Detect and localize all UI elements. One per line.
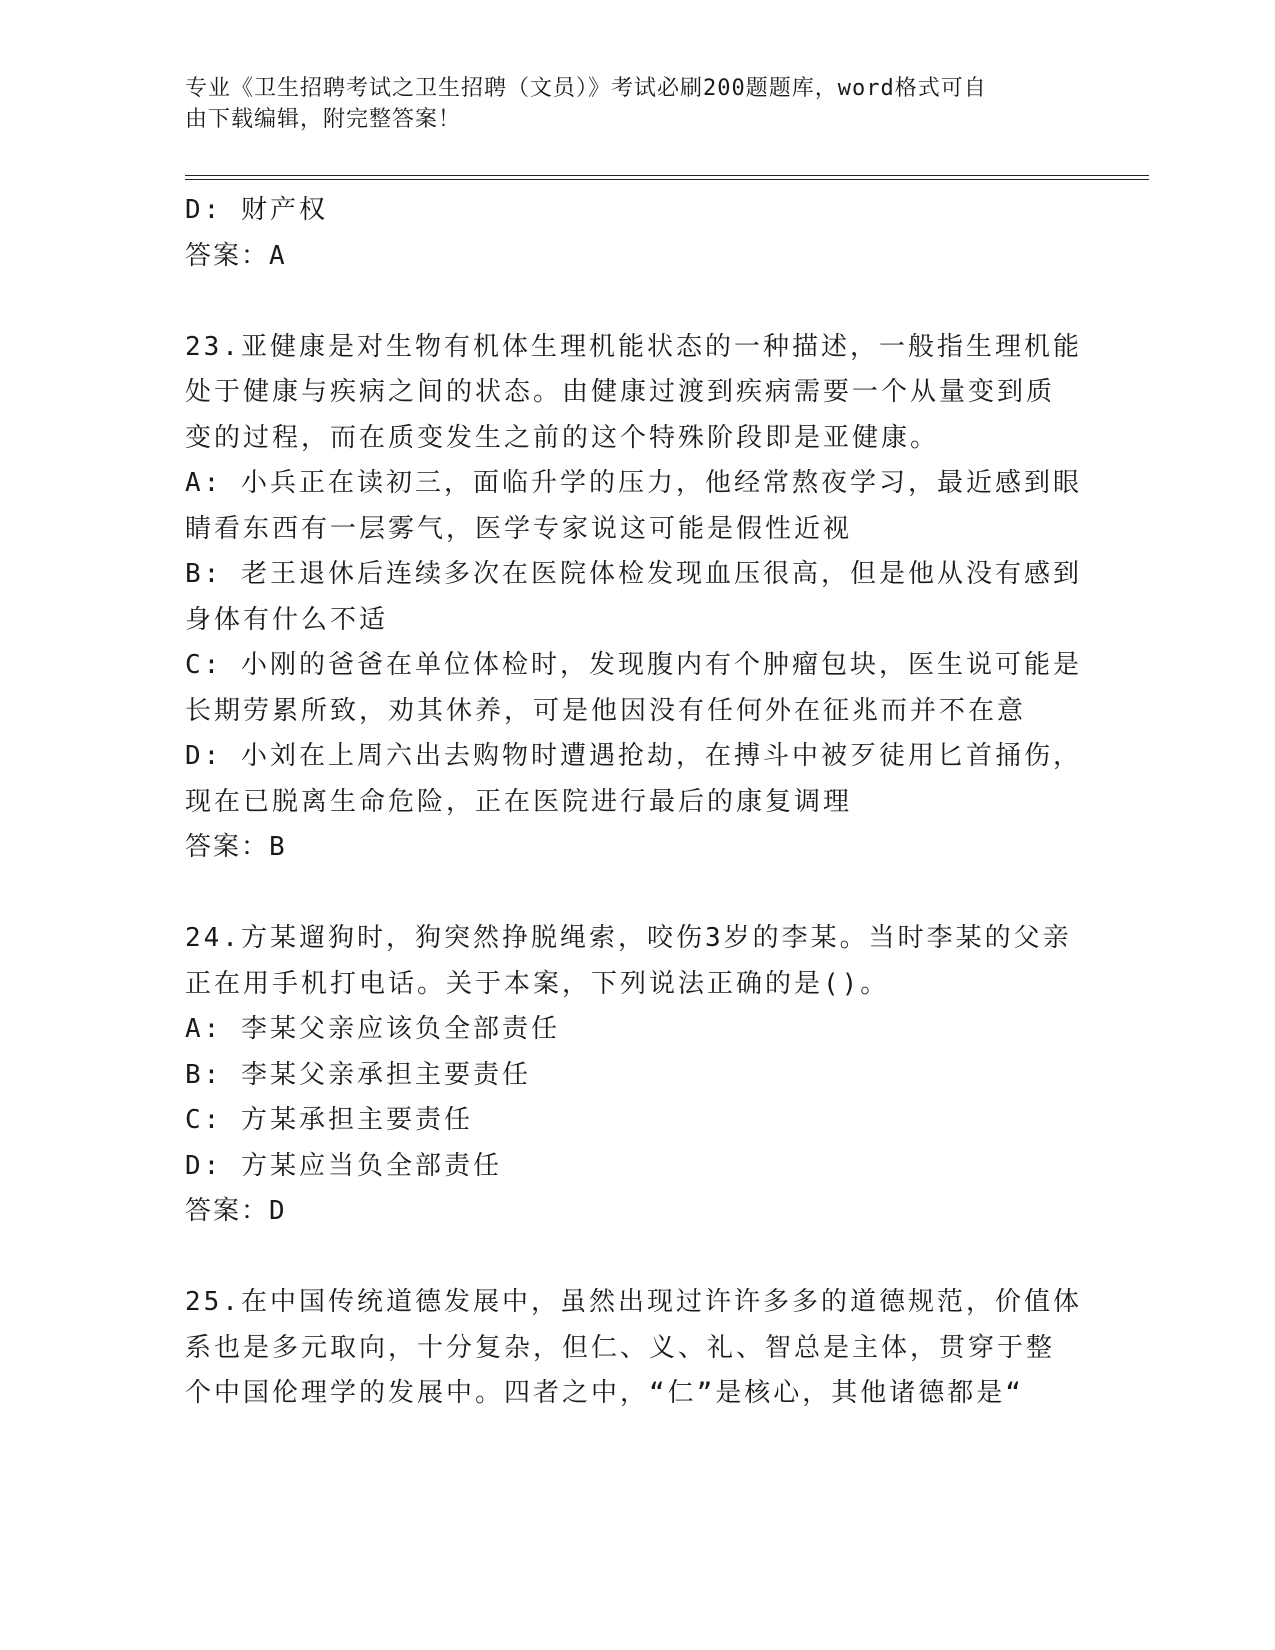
q24-option-c: C: 方某承担主要责任 (185, 1105, 473, 1135)
q23-option-c: C: 小刚的爸爸在单位体检时，发现腹内有个肿瘤包块，医生说可能是 (185, 650, 1082, 680)
q24-option-b: B: 李某父亲承担主要责任 (185, 1059, 531, 1090)
q25-stem-line: 25.在中国传统道德发展中，虽然出现过许许多多的道德规范，价值体 (185, 1287, 1082, 1317)
prev-option-d: D: 财产权 (185, 195, 328, 225)
header-line: 由下载编辑，附完整答案！ (185, 107, 462, 132)
q23-option-c: 长期劳累所致，劝其休养，可是他因没有任何外在征兆而并不在意 (185, 695, 1027, 726)
document-header (185, 73, 1065, 135)
q23-option-a: 睛看东西有一层雾气，医学专家说这可能是假性近视 (185, 513, 853, 544)
q23-answer: 答案：B (185, 832, 287, 862)
q23-option-b: 身体有什么不适 (185, 604, 389, 635)
question-23 (185, 325, 1085, 871)
q24-answer: 答案：D (185, 1196, 287, 1226)
header-line: 专业《卫生招聘考试之卫生招聘（文员）》考试必刷200题题库，word格式可自 (185, 76, 987, 101)
q25-stem-line: 个中国伦理学的发展中。四者之中，“仁”是核心，其他诸德都是“ (185, 1378, 1024, 1408)
q23-stem-line: 23.亚健康是对生物有机体生理机能状态的一种描述，一般指生理机能 (185, 331, 1082, 362)
question-25 (185, 1280, 1085, 1417)
question-24 (185, 916, 1085, 1235)
q25-stem-line: 系也是多元取向，十分复杂，但仁、义、礼、智总是主体，贯穿于整 (185, 1332, 1056, 1363)
q24-stem-line: 24.方某遛狗时，狗突然挣脱绳索，咬伤3岁的李某。当时李某的父亲 (185, 923, 1072, 953)
prev-answer: 答案：A (185, 240, 287, 271)
q24-option-a: A: 李某父亲应该负全部责任 (185, 1014, 560, 1044)
q23-option-d: D: 小刘在上周六出去购物时遭遇抢劫，在搏斗中被歹徒用匕首捅伤， (185, 741, 1082, 771)
q23-option-b: B: 老王退休后连续多次在医院体检发现血压很高，但是他从没有感到 (185, 559, 1082, 589)
header-divider (185, 175, 1149, 180)
question-content (185, 188, 1085, 1417)
q23-option-d: 现在已脱离生命危险，正在医院进行最后的康复调理 (185, 786, 853, 817)
q24-stem-line: 正在用手机打电话。关于本案，下列说法正确的是()。 (185, 968, 890, 999)
q23-stem-line: 变的过程，而在质变发生之前的这个特殊阶段即是亚健康。 (185, 422, 940, 453)
q24-option-d: D: 方某应当负全部责任 (185, 1150, 502, 1181)
q23-option-a: A: 小兵正在读初三，面临升学的压力，他经常熬夜学习，最近感到眼 (185, 468, 1082, 498)
q23-stem-line: 处于健康与疾病之间的状态。由健康过渡到疾病需要一个从量变到质 (185, 377, 1056, 407)
